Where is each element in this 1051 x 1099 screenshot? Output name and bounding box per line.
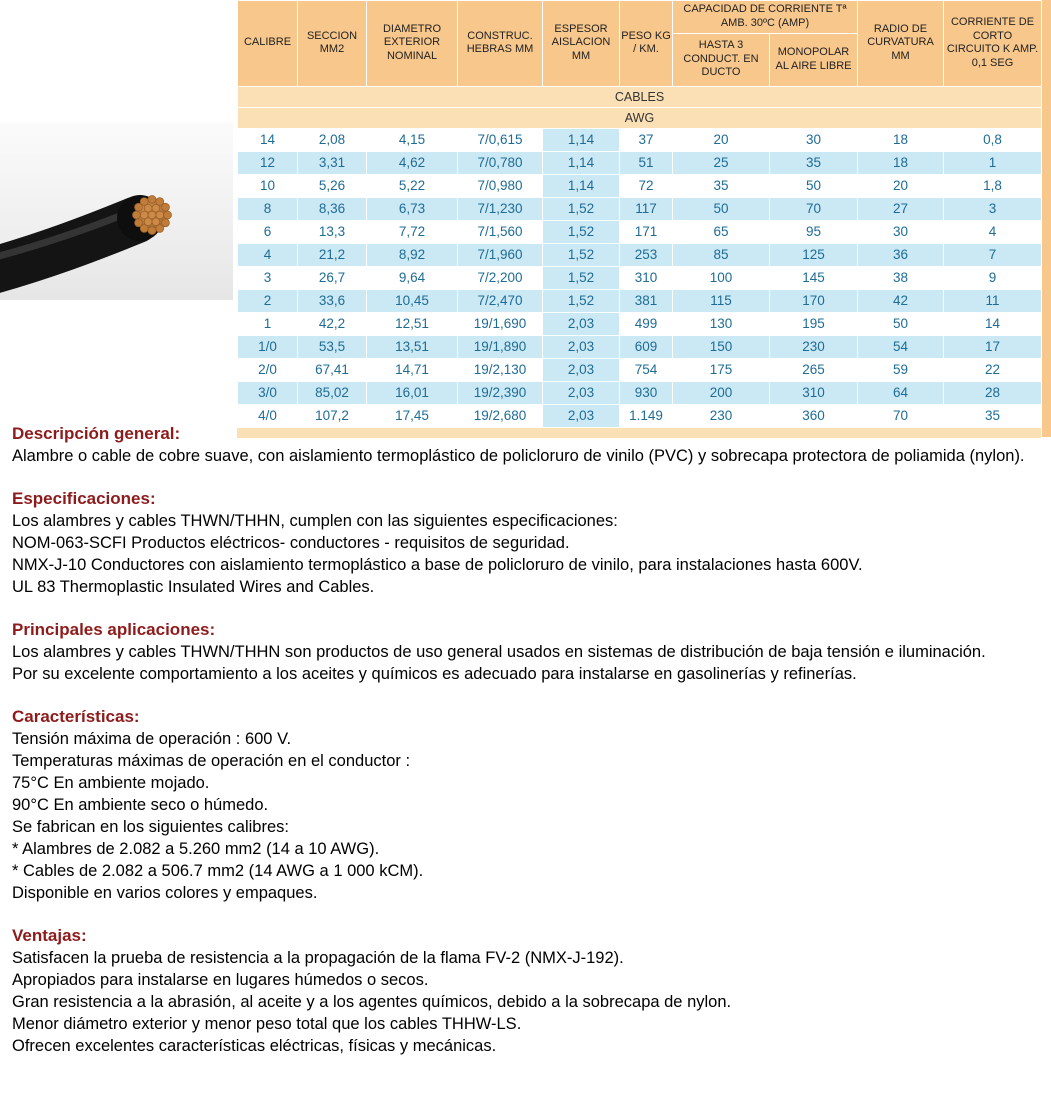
col-header-calibre: CALIBRE — [238, 1, 298, 87]
table-row — [238, 243, 1042, 266]
cable-photo-image — [0, 122, 233, 300]
table-cell: 36 — [858, 243, 944, 266]
table-cell: 38 — [858, 266, 944, 289]
table-cell: 1,14 — [543, 151, 620, 174]
table-cell: 72 — [620, 174, 673, 197]
table-row — [238, 151, 1042, 174]
cable-table-body — [238, 128, 1042, 427]
table-cell: 2,03 — [543, 404, 620, 427]
table-cell: 19/2,130 — [458, 358, 543, 381]
table-cell: 1,14 — [543, 174, 620, 197]
table-cell: 50 — [673, 197, 770, 220]
table-cell: 7/0,980 — [458, 174, 543, 197]
table-cell: 230 — [770, 335, 858, 358]
section-heading: Descripción general: — [12, 424, 181, 443]
table-cell: 100 — [673, 266, 770, 289]
table-cell: 19/2,390 — [458, 381, 543, 404]
table-cell: 30 — [770, 128, 858, 151]
table-cell: 1,14 — [543, 128, 620, 151]
section-paragraph: * Cables de 2.082 a 506.7 mm2 (14 AWG a 1 000 kCM). — [12, 862, 424, 880]
table-cell: 20 — [858, 174, 944, 197]
table-cell: 253 — [620, 243, 673, 266]
table-cell: 33,6 — [298, 289, 367, 312]
table-cell: 1 — [944, 151, 1042, 174]
section-paragraph: Tensión máxima de operación : 600 V. — [12, 730, 292, 748]
table-cell: 754 — [620, 358, 673, 381]
table-cell: 37 — [620, 128, 673, 151]
table-cell: 7 — [944, 243, 1042, 266]
table-cell: 195 — [770, 312, 858, 335]
table-cell: 2,03 — [543, 381, 620, 404]
table-cell: 171 — [620, 220, 673, 243]
table-cell: 2,03 — [543, 358, 620, 381]
table-cell: 26,7 — [298, 266, 367, 289]
table-cell: 2,03 — [543, 335, 620, 358]
table-cell: 35 — [770, 151, 858, 174]
table-cell: 20 — [673, 128, 770, 151]
table-cell: 265 — [770, 358, 858, 381]
table-cell: 54 — [858, 335, 944, 358]
text-section — [12, 488, 1040, 598]
table-cell: 85,02 — [298, 381, 367, 404]
table-cell: 35 — [944, 404, 1042, 427]
table-cell: 1,52 — [543, 197, 620, 220]
table-cell: 10 — [238, 174, 298, 197]
table-cell: 13,3 — [298, 220, 367, 243]
table-cell: 170 — [770, 289, 858, 312]
table-cell: 9,64 — [367, 266, 458, 289]
col-header-espesor: ESPESOR AISLACION MM — [543, 1, 620, 87]
table-cell: 30 — [858, 220, 944, 243]
table-cell: 130 — [673, 312, 770, 335]
table-cell: 70 — [858, 404, 944, 427]
col-header-corto-circuito: CORRIENTE DE CORTO CIRCUITO K AMP. 0,1 SEG — [944, 1, 1042, 87]
table-cell: 17 — [944, 335, 1042, 358]
table-row — [238, 128, 1042, 151]
table-cell: 150 — [673, 335, 770, 358]
table-cell: 13,51 — [367, 335, 458, 358]
table-cell: 609 — [620, 335, 673, 358]
section-paragraph: Ofrecen excelentes características eléctricas, físicas y mecánicas. — [12, 1037, 497, 1055]
table-cell: 6,73 — [367, 197, 458, 220]
table-cell: 19/1,890 — [458, 335, 543, 358]
table-cell: 9 — [944, 266, 1042, 289]
table-cell: 3 — [238, 266, 298, 289]
table-cell: 175 — [673, 358, 770, 381]
text-section — [12, 706, 1040, 904]
section-paragraph: Por su excelente comportamiento a los aceites y químicos es adecuado para instalarse en gasolinerías y refinerías. — [12, 665, 857, 683]
table-cell: 18 — [858, 151, 944, 174]
band-awg: AWG — [238, 107, 1042, 128]
table-cell: 65 — [673, 220, 770, 243]
table-cell: 2 — [238, 289, 298, 312]
table-cell: 0,8 — [944, 128, 1042, 151]
table-cell: 7/0,615 — [458, 128, 543, 151]
top-area — [0, 0, 1051, 437]
section-paragraph: Disponible en varios colores y empaques. — [12, 884, 318, 902]
table-cell: 17,45 — [367, 404, 458, 427]
col-header-monopolar-aire: MONOPOLAR AL AIRE LIBRE — [770, 33, 858, 86]
table-cell: 22 — [944, 358, 1042, 381]
table-cell: 4 — [238, 243, 298, 266]
table-cell: 6 — [238, 220, 298, 243]
table-cell: 1,52 — [543, 220, 620, 243]
table-cell: 67,41 — [298, 358, 367, 381]
section-paragraph: Se fabrican en los siguientes calibres: — [12, 818, 289, 836]
section-paragraph: NMX-J-10 Conductores con aislamiento termoplástico a base de policloruro de vinilo, para instalaciones hasta 600V. — [12, 556, 863, 574]
table-cell: 28 — [944, 381, 1042, 404]
table-cell: 14,71 — [367, 358, 458, 381]
table-cell: 95 — [770, 220, 858, 243]
table-right-strip — [1041, 0, 1051, 437]
table-cell: 42 — [858, 289, 944, 312]
table-cell: 1,52 — [543, 266, 620, 289]
table-cell: 2/0 — [238, 358, 298, 381]
table-cell: 200 — [673, 381, 770, 404]
col-header-radio-curvatura: RADIO DE CURVATURA MM — [858, 1, 944, 87]
table-cell: 1,52 — [543, 289, 620, 312]
table-cell: 7/2,200 — [458, 266, 543, 289]
cable-spec-table — [237, 0, 1042, 428]
col-header-hasta3-ducto: HASTA 3 CONDUCT. EN DUCTO — [673, 33, 770, 86]
table-cell: 117 — [620, 197, 673, 220]
table-cell: 4 — [944, 220, 1042, 243]
table-cell: 35 — [673, 174, 770, 197]
table-cell: 4,15 — [367, 128, 458, 151]
table-cell: 19/1,690 — [458, 312, 543, 335]
table-cell: 59 — [858, 358, 944, 381]
table-cell: 7/0,780 — [458, 151, 543, 174]
table-cell: 125 — [770, 243, 858, 266]
table-cell: 107,2 — [298, 404, 367, 427]
table-cell: 930 — [620, 381, 673, 404]
table-cell: 499 — [620, 312, 673, 335]
section-paragraph: 90°C En ambiente seco o húmedo. — [12, 796, 269, 814]
sections — [0, 423, 1051, 1084]
table-cell: 115 — [673, 289, 770, 312]
table-row — [238, 358, 1042, 381]
section-heading: Características: — [12, 707, 140, 726]
table-cell: 310 — [620, 266, 673, 289]
table-cell: 85 — [673, 243, 770, 266]
table-cell: 3/0 — [238, 381, 298, 404]
table-row — [238, 266, 1042, 289]
band-cables: CABLES — [238, 86, 1042, 107]
table-cell: 8 — [238, 197, 298, 220]
table-row — [238, 197, 1042, 220]
table-cell: 4/0 — [238, 404, 298, 427]
table-cell: 7/1,960 — [458, 243, 543, 266]
table-cell: 53,5 — [298, 335, 367, 358]
table-cell: 70 — [770, 197, 858, 220]
table-cell: 25 — [673, 151, 770, 174]
section-heading: Especificaciones: — [12, 489, 156, 508]
text-section — [12, 619, 1040, 685]
table-cell: 4,62 — [367, 151, 458, 174]
table-cell: 10,45 — [367, 289, 458, 312]
section-paragraph: Gran resistencia a la abrasión, al aceite y a los agentes químicos, debido a la sobrecapa de nylon. — [12, 993, 732, 1011]
col-header-diametro: DIAMETRO EXTERIOR NOMINAL — [367, 1, 458, 87]
table-row — [238, 220, 1042, 243]
table-cell: 230 — [673, 404, 770, 427]
table-cell: 42,2 — [298, 312, 367, 335]
table-cell: 3 — [944, 197, 1042, 220]
col-header-capacidad-corriente: CAPACIDAD DE CORRIENTE Tª AMB. 30ºC (AMP) — [673, 1, 858, 34]
table-cell: 27 — [858, 197, 944, 220]
table-cell: 7/1,230 — [458, 197, 543, 220]
section-heading: Principales aplicaciones: — [12, 620, 216, 639]
table-cell: 51 — [620, 151, 673, 174]
table-cell: 18 — [858, 128, 944, 151]
table-cell: 1/0 — [238, 335, 298, 358]
section-paragraph: Los alambres y cables THWN/THHN, cumplen con las siguientes especificaciones: — [12, 512, 618, 530]
table-cell: 21,2 — [298, 243, 367, 266]
cable-photo — [0, 122, 233, 300]
table-cell: 1 — [238, 312, 298, 335]
col-header-construc: CONSTRUC. HEBRAS MM — [458, 1, 543, 87]
table-cell: 7/2,470 — [458, 289, 543, 312]
section-paragraph: Los alambres y cables THWN/THHN son productos de uso general usados en sistemas de distribución de baja tensión e iluminación. — [12, 643, 986, 661]
section-paragraph: Apropiados para instalarse en lugares húmedos o secos. — [12, 971, 429, 989]
table-cell: 7/1,560 — [458, 220, 543, 243]
section-paragraph: 75°C En ambiente mojado. — [12, 774, 210, 792]
table-row — [238, 312, 1042, 335]
table-row — [238, 174, 1042, 197]
table-cell: 381 — [620, 289, 673, 312]
table-row — [238, 404, 1042, 427]
table-cell: 2,03 — [543, 312, 620, 335]
section-paragraph: Menor diámetro exterior y menor peso total que los cables THHW-LS. — [12, 1015, 522, 1033]
section-paragraph: Alambre o cable de cobre suave, con aislamiento termoplástico de policloruro de vinilo (PVC) y sobrecapa protectora de poliamida (nylon). — [12, 447, 1025, 465]
table-cell: 1,8 — [944, 174, 1042, 197]
cable-spec-table-wrap — [237, 0, 1041, 438]
table-cell: 1,52 — [543, 243, 620, 266]
table-cell: 7,72 — [367, 220, 458, 243]
text-section — [12, 925, 1040, 1057]
table-cell: 11 — [944, 289, 1042, 312]
section-paragraph: * Alambres de 2.082 a 5.260 mm2 (14 a 10 AWG). — [12, 840, 380, 858]
table-row — [238, 289, 1042, 312]
table-cell: 50 — [770, 174, 858, 197]
table-cell: 14 — [238, 128, 298, 151]
section-paragraph: Satisfacen la prueba de resistencia a la propagación de la flama FV-2 (NMX-J-192). — [12, 949, 624, 967]
col-header-seccion: SECCION MM2 — [298, 1, 367, 87]
section-paragraph: NOM-063-SCFI Productos eléctricos- conductores - requisitos de seguridad. — [12, 534, 570, 552]
table-cell: 3,31 — [298, 151, 367, 174]
table-cell: 19/2,680 — [458, 404, 543, 427]
table-cell: 360 — [770, 404, 858, 427]
table-cell: 12 — [238, 151, 298, 174]
table-cell: 5,22 — [367, 174, 458, 197]
table-cell: 14 — [944, 312, 1042, 335]
table-row — [238, 335, 1042, 358]
table-cell: 310 — [770, 381, 858, 404]
table-cell: 8,36 — [298, 197, 367, 220]
table-cell: 1.149 — [620, 404, 673, 427]
table-cell: 145 — [770, 266, 858, 289]
table-cell: 5,26 — [298, 174, 367, 197]
col-header-peso: PESO KG / KM. — [620, 1, 673, 87]
table-footer-bar — [237, 428, 1041, 438]
table-cell: 8,92 — [367, 243, 458, 266]
section-paragraph: UL 83 Thermoplastic Insulated Wires and Cables. — [12, 578, 375, 596]
section-paragraph: Temperaturas máximas de operación en el conductor : — [12, 752, 411, 770]
table-cell: 2,08 — [298, 128, 367, 151]
section-heading: Ventajas: — [12, 926, 87, 945]
table-row — [238, 381, 1042, 404]
table-cell: 64 — [858, 381, 944, 404]
table-cell: 16,01 — [367, 381, 458, 404]
table-cell: 12,51 — [367, 312, 458, 335]
table-cell: 50 — [858, 312, 944, 335]
